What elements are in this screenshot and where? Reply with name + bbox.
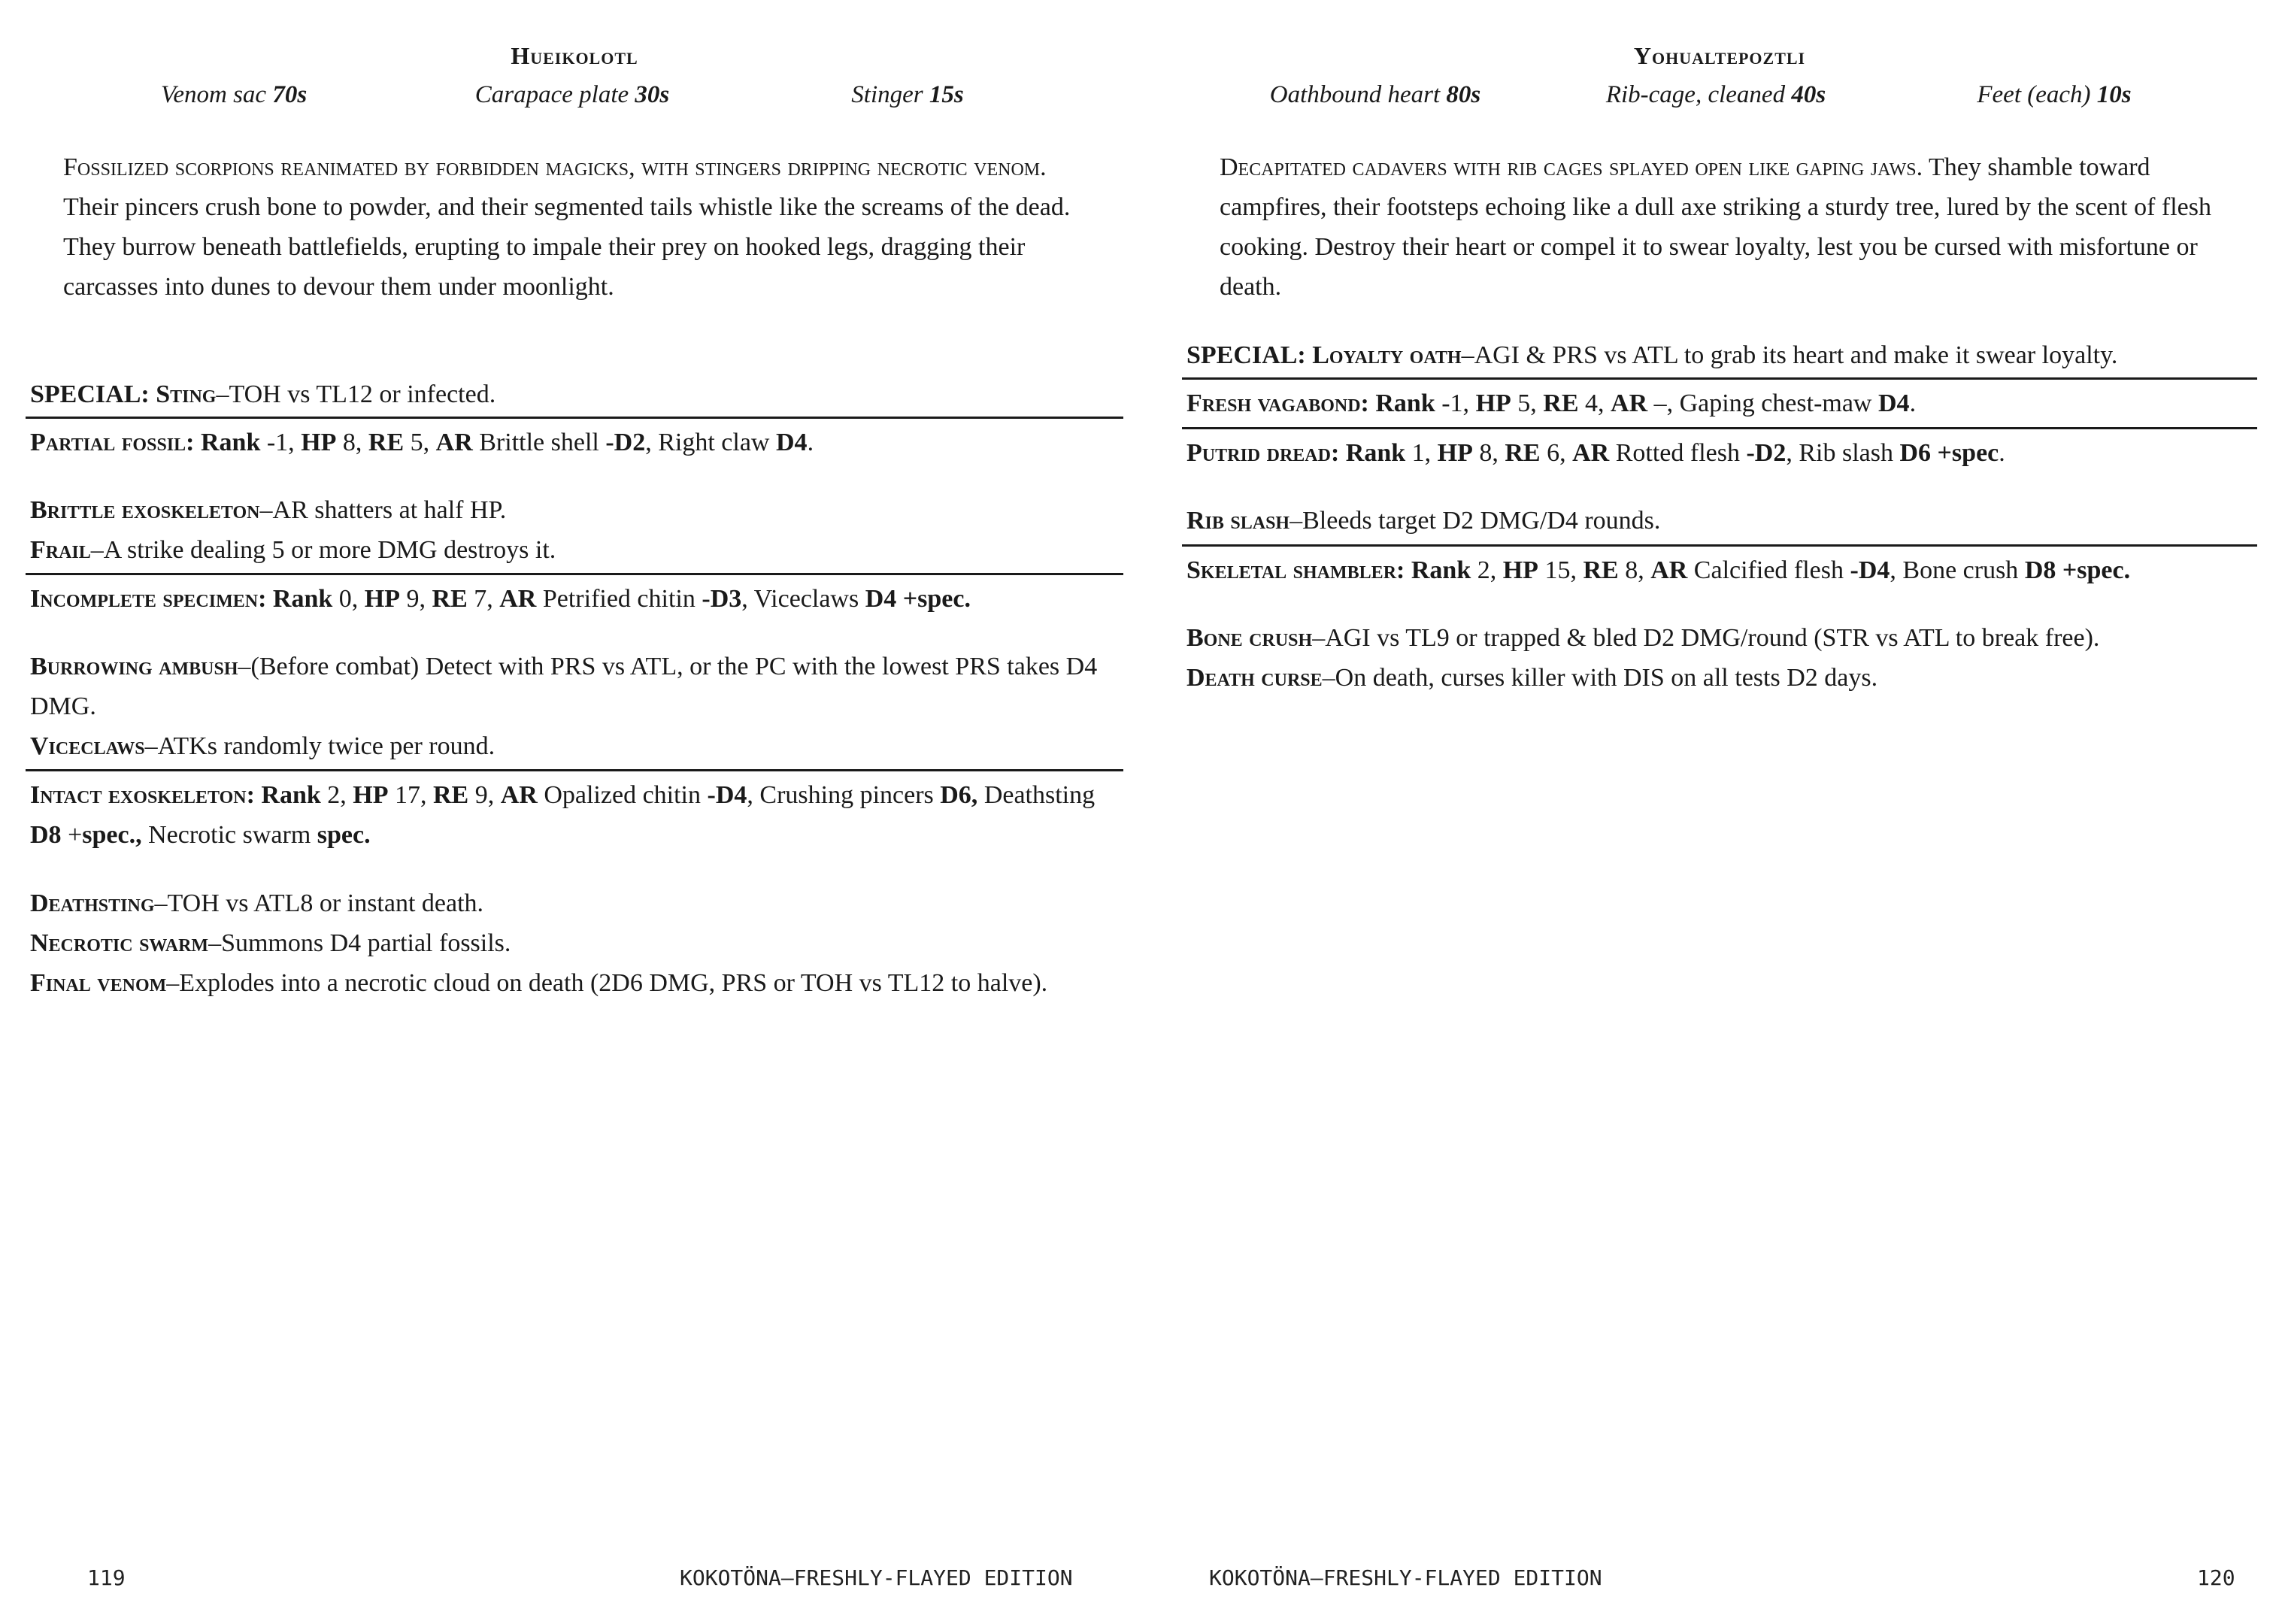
trait-list <box>30 647 1123 766</box>
loot-item: Feet (each) 10s <box>1977 81 2132 108</box>
loot-row <box>26 81 1123 114</box>
divider <box>26 417 1123 419</box>
left-page <box>26 0 1123 1624</box>
loot-item: Carapace plate 30s <box>474 81 670 108</box>
loot-item: Stinger 15s <box>851 81 964 108</box>
statline-fresh-vagabond: Fresh vagabond: Rank -1, HP 5, RE 4, AR –, Gaping chest-maw D4. <box>1186 389 1917 417</box>
statline-skeletal-shambler: Skeletal shambler: Rank 2, HP 15, RE 8, AR Calcified flesh -D4, Bone crush D8 +spec. <box>1186 556 2131 584</box>
trait-list <box>1186 501 2257 541</box>
trait: Rib slash–Bleeds target D2 DMG/D4 rounds. <box>1186 507 1661 535</box>
trait-list <box>30 490 1123 570</box>
creature-description: Fossilized scorpions reanimated by forbidden magicks, with stingers dripping necrotic venom. Their pincers crush bone to powder, and their segmented tails whistle like the screams of the dead. They burrow beneath battlefields, erupting to impale their prey on hooked legs, dragging their carcasses into dunes to devour them under moonlight. <box>63 153 1071 301</box>
divider <box>26 769 1123 771</box>
statline-incomplete-specimen: Incomplete specimen: Rank 0, HP 9, RE 7, AR Petrified chitin -D3, Viceclaws D4 +spec. <box>30 585 971 613</box>
right-page <box>1182 0 2257 1624</box>
trait: Burrowing ambush–(Before combat) Detect with PRS vs ATL, or the PC with the lowest PRS takes D4 DMG. <box>30 653 1098 720</box>
creature-title: Yohualtepoztli <box>1633 42 1806 69</box>
statline-partial-fossil: Partial fossil: Rank -1, HP 8, RE 5, AR Brittle shell -D2, Right claw D4. <box>30 429 814 456</box>
divider <box>1182 427 2257 429</box>
running-footer: KOKOTÖNA—FRESHLY-FLAYED EDITION <box>1209 1565 1602 1590</box>
trait: Death curse–On death, curses killer with DIS on all tests D2 days. <box>1186 664 1878 692</box>
trait-list <box>30 883 1123 1003</box>
page-number: 120 <box>2197 1565 2235 1590</box>
creature-title: Hueikolotl <box>511 42 638 69</box>
trait-list <box>1186 618 2257 698</box>
loot-row <box>1182 81 2257 114</box>
trait: Bone crush–AGI vs TL9 or trapped & bled D2 DMG/round (STR vs ATL to break free). <box>1186 624 2100 652</box>
statline-intact-exoskeleton: Intact exoskeleton: Rank 2, HP 17, RE 9, AR Opalized chitin -D4, Crushing pincers D6, Deathsting D8 +spec., Necrotic swarm spec. <box>30 781 1096 849</box>
trait: Viceclaws–ATKs randomly twice per round. <box>30 732 495 760</box>
creature-description: Decapitated cadavers with rib cages splayed open like gaping jaws. They shamble toward campfires, their footsteps echoing like a dull axe striking a sturdy tree, lured by the scent of flesh cooking. Destroy their heart or compel it to swear loyalty, lest you be cursed with misfortune or death. <box>1220 153 2211 301</box>
trait: Deathsting–TOH vs ATL8 or instant death. <box>30 889 484 917</box>
trait: Brittle exoskeleton–AR shatters at half HP. <box>30 496 507 524</box>
loot-item: Oathbound heart 80s <box>1269 81 1481 108</box>
running-footer: KOKOTÖNA—FRESHLY-FLAYED EDITION <box>680 1565 1073 1590</box>
trait: Necrotic swarm–Summons D4 partial fossils. <box>30 929 511 957</box>
loot-item: Rib-cage, cleaned 40s <box>1605 81 1826 108</box>
divider <box>1182 377 2257 380</box>
special-rule: SPECIAL: Loyalty oath–AGI & PRS vs ATL to grab its heart and make it swear loyalty. <box>1186 341 2118 369</box>
special-rule: SPECIAL: Sting–TOH vs TL12 or infected. <box>30 380 496 408</box>
divider <box>26 573 1123 575</box>
divider <box>1182 544 2257 547</box>
trait: Frail–A strike dealing 5 or more DMG destroys it. <box>30 536 556 564</box>
page-number: 119 <box>87 1565 126 1590</box>
statline-putrid-dread: Putrid dread: Rank 1, HP 8, RE 6, AR Rotted flesh -D2, Rib slash D6 +spec. <box>1186 439 2005 467</box>
loot-item: Venom sac 70s <box>160 81 308 108</box>
trait: Final venom–Explodes into a necrotic cloud on death (2D6 DMG, PRS or TOH vs TL12 to halve). <box>30 969 1048 997</box>
